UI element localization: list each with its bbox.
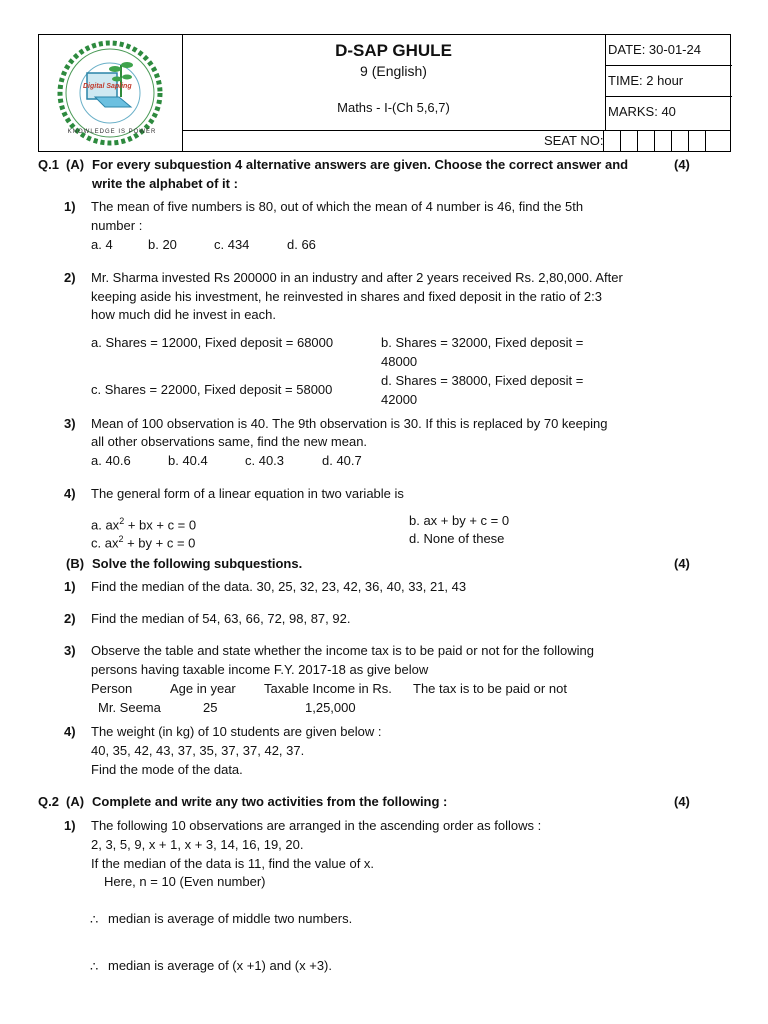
q1a-4-number: 4): [64, 486, 76, 501]
exam-marks: MARKS: 40: [608, 104, 676, 119]
table-header: Taxable Income in Rs.: [264, 681, 392, 696]
seat-number-row: [182, 130, 731, 152]
seat-label: SEAT NO:: [544, 133, 604, 148]
option: a. Shares = 12000, Fixed deposit = 68000: [91, 335, 334, 350]
option: b. 40.4: [168, 453, 208, 468]
seat-box[interactable]: [705, 131, 722, 152]
q1a-marks: (4): [674, 157, 690, 172]
option: c. 40.3: [245, 453, 285, 468]
table-cell: Mr. Seema: [98, 700, 161, 715]
q1b-4-text: Find the mode of the data.: [91, 762, 243, 777]
therefore-symbol: ∴: [90, 959, 99, 974]
logo-cell: [39, 35, 183, 151]
option: b. ax + by + c = 0: [409, 513, 510, 528]
q2a-instruction: Complete and write any two activities from the following :: [92, 794, 448, 809]
q1b-instruction: Solve the following subquestions.: [92, 556, 303, 571]
option: b. Shares = 32000, Fixed deposit =: [381, 335, 584, 350]
q1b-4-number: 4): [64, 724, 76, 739]
seat-box[interactable]: [654, 131, 671, 152]
q2a-1-text: 2, 3, 5, 9, x + 1, x + 3, 14, 16, 19, 20.: [91, 837, 304, 852]
q2a-1-text: The following 10 observations are arranged in the ascending order as follows :: [91, 818, 542, 833]
option: a. 40.6: [91, 453, 131, 468]
table-header: Person: [91, 681, 133, 696]
q1b-3-text: persons having taxable income F.Y. 2017-18 as give below: [91, 662, 429, 677]
q1a-1-text: number :: [91, 218, 143, 233]
q2a-1-text: If the median of the data is 11, find the value of x.: [91, 856, 375, 871]
q1b-3-number: 3): [64, 643, 76, 658]
logo-motto-text: KNOWLEDGE IS POWER: [67, 129, 157, 135]
table-header: Age in year: [170, 681, 236, 696]
q1b-3-text: Observe the table and state whether the income tax is to be paid or not for the following: [91, 643, 594, 658]
q1a-2-text: how much did he invest in each.: [91, 307, 276, 322]
q2a-1-text: Here, n = 10 (Even number): [104, 874, 266, 889]
option: 48000: [381, 354, 418, 369]
option: a. $ax^2$ + bx + c = 0: [91, 516, 197, 533]
subject: Maths - I-(Ch 5,6,7): [337, 100, 450, 115]
q1a-2-text: keeping aside his investment, he reinvested in shares and fixed deposit in the ratio of 2:3: [91, 289, 602, 304]
q2a-marks: (4): [674, 794, 690, 809]
logo-name-text: Digital Sapling: [83, 83, 132, 90]
seat-box[interactable]: [620, 131, 637, 152]
q2-label: Q.2: [38, 794, 59, 809]
q1a-2-number: 2): [64, 270, 76, 285]
seat-box[interactable]: [688, 131, 705, 152]
q1a-2-text: Mr. Sharma invested Rs 200000 in an industry and after 2 years received Rs. 2,80,000. After: [91, 270, 623, 285]
school-name: D-SAP GHULE: [335, 41, 452, 60]
q1b-1-number: 1): [64, 579, 76, 594]
q2a-1-step: median is average of (x +1) and (x +3).: [108, 958, 333, 973]
exam-date: DATE: 30-01-24: [606, 35, 732, 66]
standard: 9 (English): [360, 63, 427, 79]
option: 42000: [381, 392, 418, 407]
option: d. 40.7: [322, 453, 362, 468]
q1a-1-text: The mean of five numbers is 80, out of which the mean of 4 number is 46, find the 5th: [91, 199, 584, 214]
q1b-4-text: The weight (in kg) of 10 students are given below :: [91, 724, 382, 739]
exam-info-column: [605, 35, 732, 130]
q1b-part: (B): [66, 556, 85, 571]
table-header: The tax is to be paid or not: [413, 681, 567, 696]
q2a-1-number: 1): [64, 818, 76, 833]
q1a-instruction-line2: write the alphabet of it :: [92, 176, 238, 191]
q2a-part: (A): [66, 794, 85, 809]
q1a-instruction-line1: For every subquestion 4 alternative answers are given. Choose the correct answer and: [92, 157, 629, 172]
q1a-3-text: Mean of 100 observation is 40. The 9th observation is 30. If this is replaced by 70 keeping: [91, 416, 608, 431]
table-cell: 1,25,000: [305, 700, 356, 715]
q1b-1-text: Find the median of the data. 30, 25, 32, 23, 42, 36, 40, 33, 21, 43: [91, 579, 467, 594]
q1a-4-text: The general form of a linear equation in two variable is: [91, 486, 404, 501]
option: a. 4: [91, 237, 113, 252]
exam-time: TIME: 2 hour: [606, 66, 732, 97]
therefore-symbol: ∴: [90, 912, 99, 927]
q2a-1-step: median is average of middle two numbers.: [108, 911, 353, 926]
header-box: [38, 34, 731, 152]
option: c. $ax^2$ + by + c = 0: [91, 534, 196, 551]
option: d. None of these: [409, 531, 505, 546]
table-cell: 25: [203, 700, 218, 715]
option: d. Shares = 38000, Fixed deposit =: [381, 373, 584, 388]
option: c. 434: [214, 237, 250, 252]
option: b. 20: [148, 237, 177, 252]
option: d. 66: [287, 237, 316, 252]
q1a-3-text: all other observations same, find the new mean.: [91, 434, 368, 449]
q1b-marks: (4): [674, 556, 690, 571]
q1a-1-number: 1): [64, 199, 76, 214]
q1b-2-text: Find the median of 54, 63, 66, 72, 98, 87, 92.: [91, 611, 351, 626]
seat-box[interactable]: [671, 131, 688, 152]
q1a-part: (A): [66, 157, 85, 172]
q1a-3-number: 3): [64, 416, 76, 431]
q1b-4-text: 40, 35, 42, 43, 37, 35, 37, 37, 42, 37.: [91, 743, 305, 758]
q1-label: Q.1: [38, 157, 59, 172]
option: c. Shares = 22000, Fixed deposit = 58000: [91, 382, 333, 397]
seat-box[interactable]: [637, 131, 654, 152]
seat-box[interactable]: [603, 131, 620, 152]
q1b-2-number: 2): [64, 611, 76, 626]
